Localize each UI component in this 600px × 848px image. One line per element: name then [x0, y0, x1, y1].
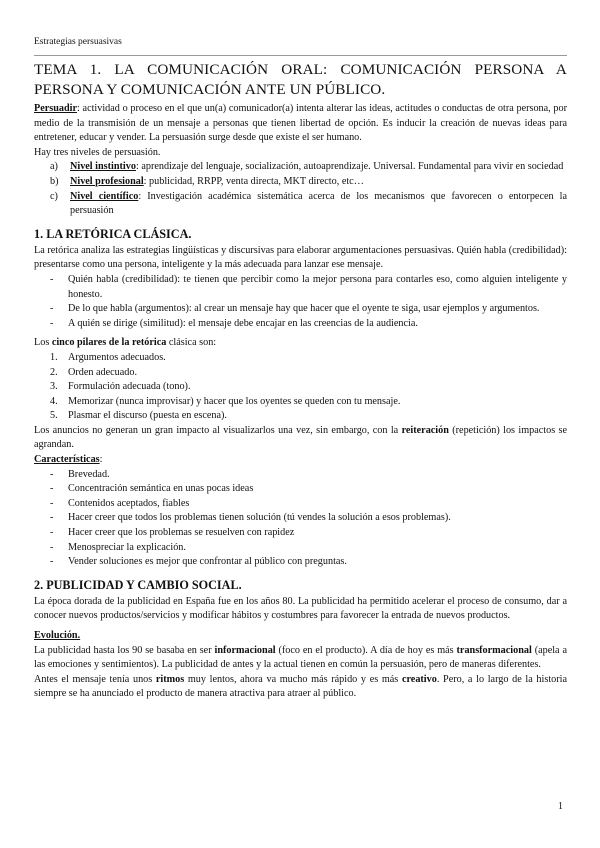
list-item [34, 511, 567, 526]
dash-marker: - [50, 541, 54, 553]
levels-intro: Hay tres niveles de persuasión. [34, 146, 161, 158]
feature-text: Hacer creer que todos los problemas tienen solución (tú vendes la solución a esos problemas). [68, 512, 451, 524]
list-item [34, 526, 567, 541]
list-item [34, 273, 567, 302]
list-item [34, 317, 567, 332]
level-text: : aprendizaje del lenguaje, socialización, autoaprendizaje. Universal. Fundamental para vivir en sociedad [135, 161, 564, 173]
page-number: 1 [558, 801, 563, 812]
dash-marker: - [50, 556, 54, 568]
section2-heading: 2. PUBLICIDAD Y CAMBIO SOCIAL. [34, 577, 242, 592]
informacional-term: informacional [214, 644, 276, 656]
level-term: Nivel profesional [70, 175, 144, 187]
transformacional-term: transformacional [456, 644, 532, 656]
feature-text: Vender soluciones es mejor que confrontar al público con preguntas. [68, 556, 347, 568]
features-heading: Características: [34, 454, 103, 466]
dash-marker: - [50, 317, 54, 329]
list-item [34, 160, 567, 175]
evolution-paragraph-1: La publicidad hasta los 90 se basaba en ser informacional (foco en el producto). A día de hoy es más transformacional (apela a las emociones y sentimientos). La publicidad de antes y la actual tienen en común la persuasión, pero de maneras diferentes. [34, 644, 567, 671]
running-header: Estrategias persuasivas [34, 37, 122, 47]
list-item [34, 409, 567, 424]
level-term: Nivel instintivo [70, 161, 136, 173]
dash-marker: - [50, 273, 54, 285]
ads-paragraph: Los anuncios no generan un gran impacto al visualizarlos una vez, sin embargo, con la reiteración (repetición) los impactos se agrandan. [34, 424, 568, 451]
section2-paragraph: La época dorada de la publicidad en España fue en los años 80. La publicidad ha permitido acelerar el proceso de consumo, dar a conocer nuevos productos/servicios y modificar hábitos y costumbres para favorecer la entrada de nuevos productos. [34, 595, 567, 622]
list-marker: 3. [50, 381, 58, 393]
section1-paragraph: La retórica analiza las estrategias lingüísticas y discursivas para elaborar argumentaciones persuasivas. Quién habla (credibilidad): presentarse como una persona, inteligente y la más adecuada para lanzar ese mensaje. [34, 244, 567, 271]
list-item [34, 190, 567, 219]
list-item [34, 482, 567, 497]
dash-marker: - [50, 497, 54, 509]
intro-text: : actividad o proceso en el que un(a) comunicador(a) intenta alterar las ideas, actitudes o conductas de otra persona, por medio de la transmisión de un mensaje a personas que tienen libertad de opción. Es inducir la creación de nuevas ideas para entretener, educar y vender. La persuasión surge desde que existe el ser humano. [34, 103, 567, 144]
ads-term: reiteración [401, 424, 449, 436]
dash-marker: - [50, 303, 54, 315]
section1-heading: 1. LA RETÓRICA CLÁSICA. [34, 226, 192, 241]
feature-text: Contenidos aceptados, fiables [68, 497, 190, 509]
document-title: TEMA 1. LA COMUNICACIÓN ORAL: COMUNICACIÓN PERSONA A PERSONA Y COMUNICACIÓN ANTE UN PÚBLICO. [34, 61, 567, 98]
level-text: : publicidad, RRPP, venta directa, MKT directo, etc… [143, 175, 364, 187]
dash-marker: - [50, 468, 54, 480]
rhetoric-bullets [34, 273, 567, 331]
list-item [34, 366, 567, 381]
list-item [34, 497, 567, 512]
pillars-intro: Los cinco pilares de la retórica clásica son: [34, 337, 217, 349]
list-item [34, 395, 567, 410]
list-item [34, 302, 567, 317]
features-heading-text: Características [34, 454, 100, 466]
list-item [34, 555, 567, 570]
list-marker: 2. [50, 366, 58, 378]
persuasion-levels-list [34, 160, 567, 218]
feature-text: Menospreciar la explicación. [68, 541, 186, 553]
list-marker: 5. [50, 410, 58, 422]
list-item [34, 380, 567, 395]
bullet-text: Quién habla (credibilidad): te tienen que percibir como la mejor persona para contarles eso, como alguien inteligente y honesto. [68, 273, 567, 300]
intro-paragraph [34, 102, 567, 146]
dash-marker: - [50, 512, 54, 524]
features-list [34, 468, 567, 570]
pillars-list [34, 351, 567, 424]
pillar-text: Argumentos adecuados. [68, 351, 166, 363]
evolution-paragraph-2: Antes el mensaje tenía unos ritmos muy lentos, ahora va mucho más rápido y es más creativo. Pero, a lo largo de la historia siempre se ha anunciado el producto de manera atractiva para atraer al público. [34, 673, 567, 700]
dash-marker: - [50, 483, 54, 495]
bullet-text: De lo que habla (argumentos): al crear un mensaje hay que hacer que el oyente te siga, usar ejemplos y argumentos. [68, 303, 540, 315]
dash-marker: - [50, 527, 54, 539]
ritmos-term: ritmos [155, 673, 185, 685]
list-item [34, 175, 567, 190]
pillars-term: cinco pilares de la retórica [51, 337, 167, 349]
document-body [34, 60, 567, 702]
list-item [34, 541, 567, 556]
list-item [34, 351, 567, 366]
header-rule [34, 55, 567, 56]
evolution-heading [34, 629, 567, 644]
list-marker: a) [50, 161, 58, 173]
list-marker: 4. [50, 395, 58, 407]
pillar-text: Orden adecuado. [68, 366, 138, 378]
list-marker: 1. [50, 351, 58, 363]
pillar-text: Memorizar (nunca improvisar) y hacer que los oyentes se queden con tu mensaje. [68, 395, 401, 407]
list-marker: b) [50, 175, 59, 187]
level-term: Nivel científico [70, 190, 139, 202]
pillar-text: Plasmar el discurso (puesta en escena). [68, 410, 227, 422]
level-text: : Investigación académica sistemática acerca de los mecanismos que favorecen o entorpecen la persuasión [70, 190, 568, 217]
list-item [34, 468, 567, 483]
pillar-text: Formulación adecuada (tono). [68, 381, 191, 393]
feature-text: Concentración semántica en unas pocas ideas [68, 483, 254, 495]
intro-term: Persuadir [34, 103, 78, 114]
feature-text: Brevedad. [68, 468, 110, 480]
evolution-heading-text: Evolución. [34, 630, 81, 641]
bullet-text: A quién se dirige (similitud): el mensaje debe encajar en las creencias de la audiencia. [68, 317, 418, 329]
list-marker: c) [50, 190, 58, 202]
creativo-term: creativo [401, 673, 437, 685]
feature-text: Hacer creer que los problemas se resuelven con rapidez [68, 527, 295, 539]
